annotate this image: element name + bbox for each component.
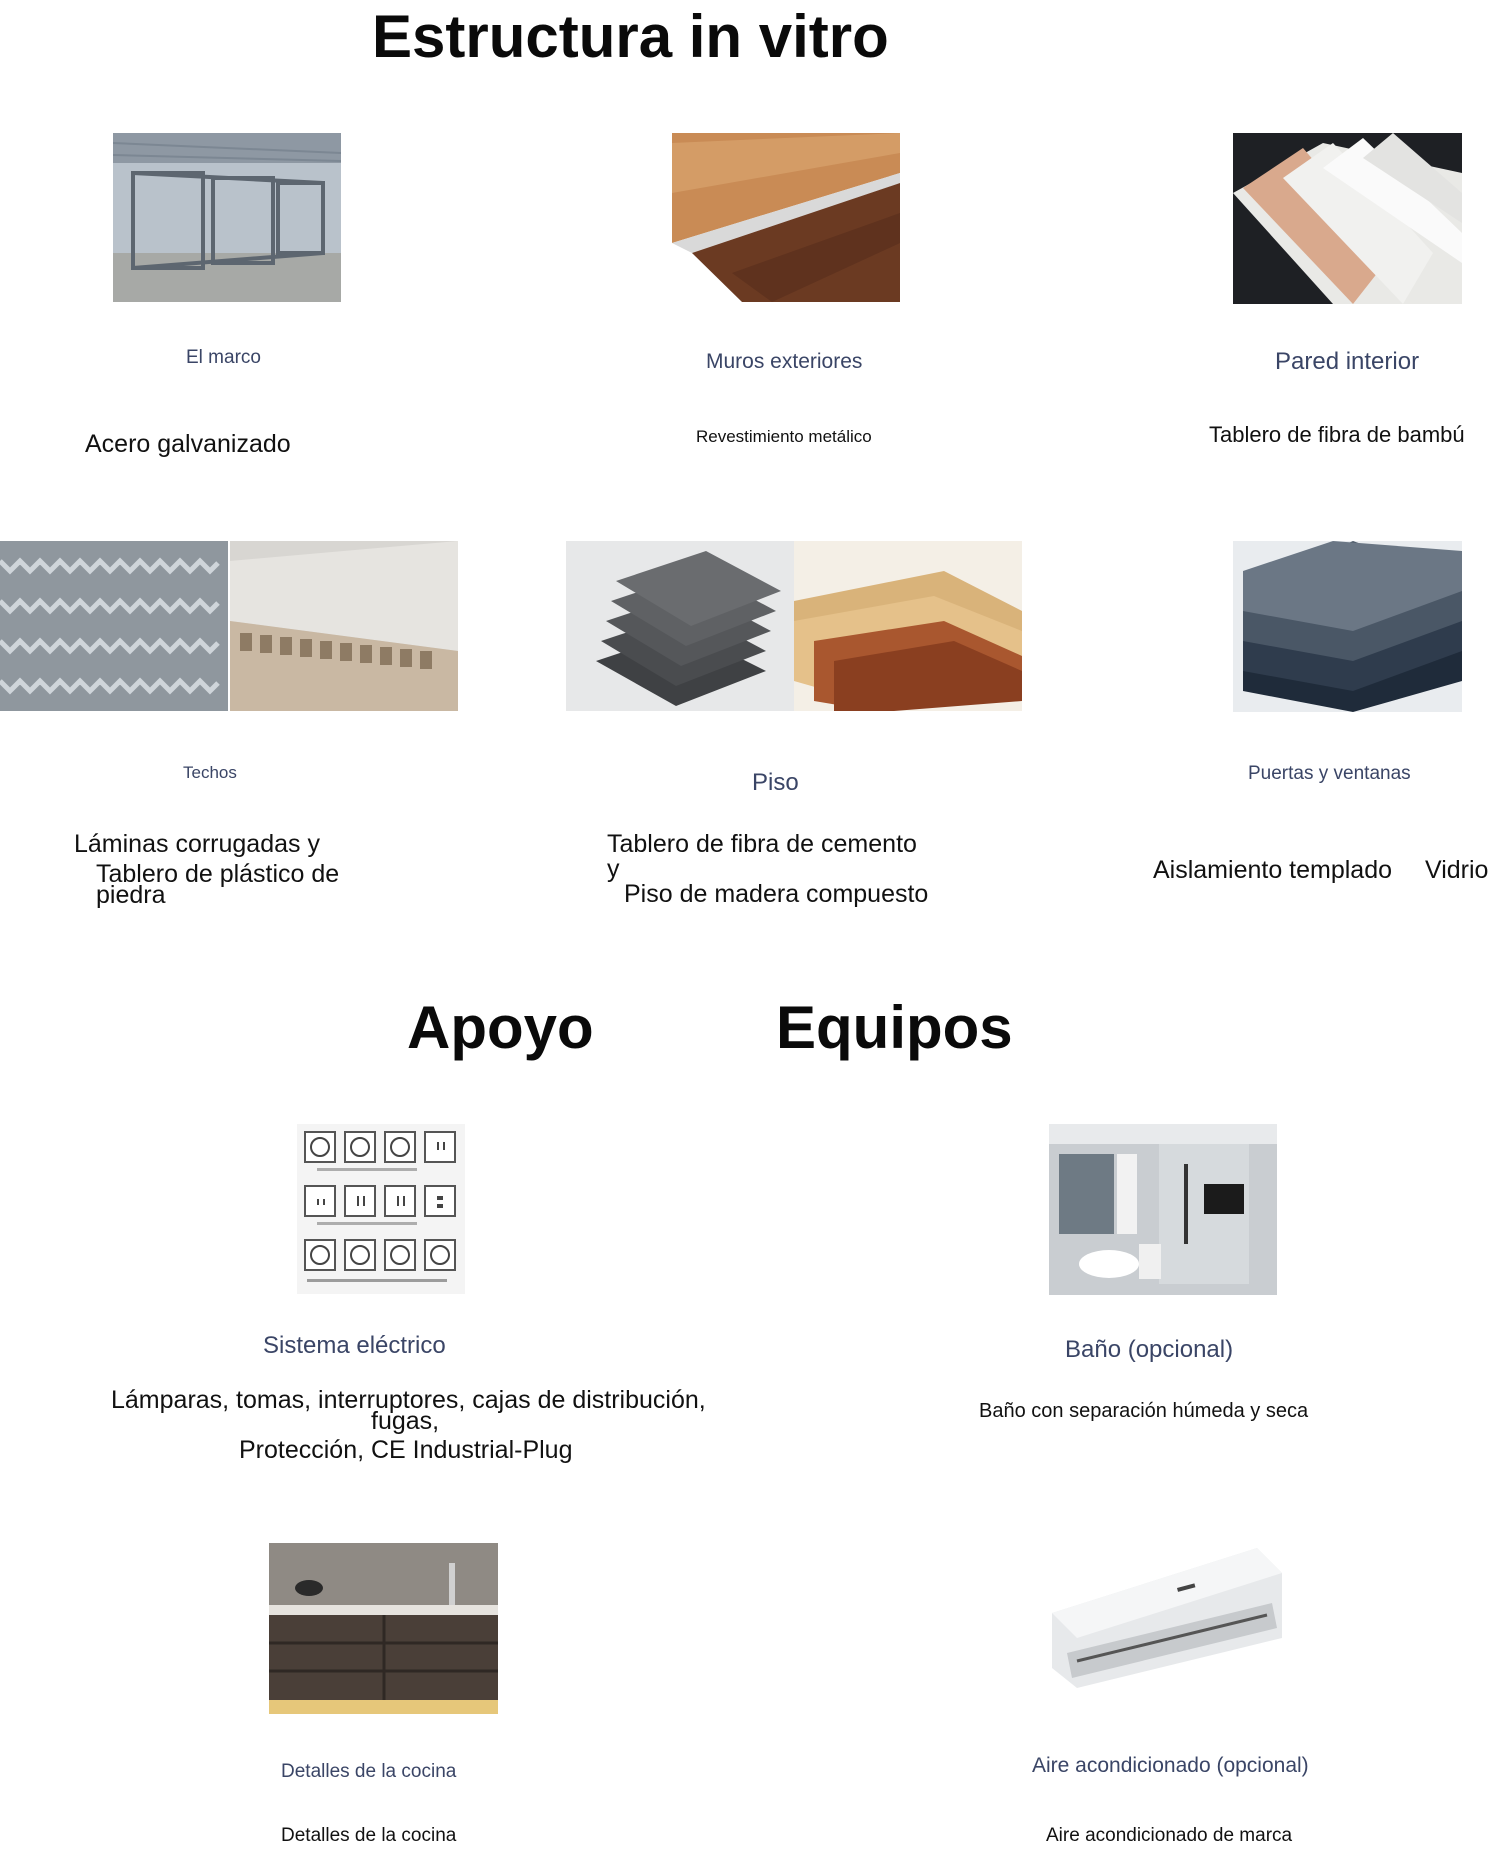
exterior-walls-description: Revestimiento metálico [696,427,872,446]
kitchen-photo [269,1543,498,1714]
equipment-heading: Equipos [776,994,1013,1061]
air-conditioner-caption: Aire acondicionado (opcional) [1032,1754,1309,1777]
doors-windows-caption: Puertas y ventanas [1248,763,1411,784]
doors-windows-photo [1233,541,1462,712]
support-heading: Apoyo [407,994,594,1061]
floor-description-line1: Tablero de fibra de cemento [607,830,917,858]
frame-description: Acero galvanizado [85,430,291,458]
electrical-photo [297,1124,465,1294]
electrical-description-line3: Protección, CE Industrial-Plug [239,1436,573,1464]
bathroom-caption: Baño (opcional) [1065,1336,1234,1363]
bathroom-photo [1049,1124,1277,1295]
kitchen-caption: Detalles de la cocina [281,1761,457,1782]
floor-photo-wood [794,541,1022,711]
roofs-description-line1: Láminas corrugadas y [74,830,320,858]
roofs-description-line3: piedra [96,881,166,909]
exterior-walls-photo [672,133,900,302]
roofs-photo-corrugated [0,541,228,711]
interior-wall-photo [1233,133,1462,304]
interior-wall-caption: Pared interior [1275,348,1420,375]
roofs-description-line2: Tablero de plástico de [96,860,340,888]
interior-wall-description: Tablero de fibra de bambú [1209,422,1465,447]
floor-description-line2: y [607,855,620,883]
doors-windows-description-part1: Aislamiento templado [1153,856,1393,884]
floor-description-line3: Piso de madera compuesto [624,880,929,908]
frame-caption: El marco [186,347,261,368]
roofs-photo-stone-plastic [230,541,458,711]
air-conditioner-description: Aire acondicionado de marca [1046,1825,1293,1846]
electrical-caption: Sistema eléctrico [263,1332,446,1359]
floor-photo-cement-board [566,541,794,711]
exterior-walls-caption: Muros exteriores [706,350,863,373]
air-conditioner-photo [1047,1543,1285,1693]
floor-caption: Piso [752,769,799,796]
page-title: Estructura in vitro [372,3,889,70]
kitchen-description: Detalles de la cocina [281,1825,457,1846]
electrical-description-line2: fugas, [371,1407,440,1435]
electrical-description-line1: Lámparas, tomas, interruptores, cajas de distribución, [111,1386,706,1414]
frame-photo [113,133,341,302]
doors-windows-description-part2: Vidrio [1425,856,1489,884]
bathroom-description: Baño con separación húmeda y seca [979,1400,1309,1422]
roofs-caption: Techos [183,763,237,782]
